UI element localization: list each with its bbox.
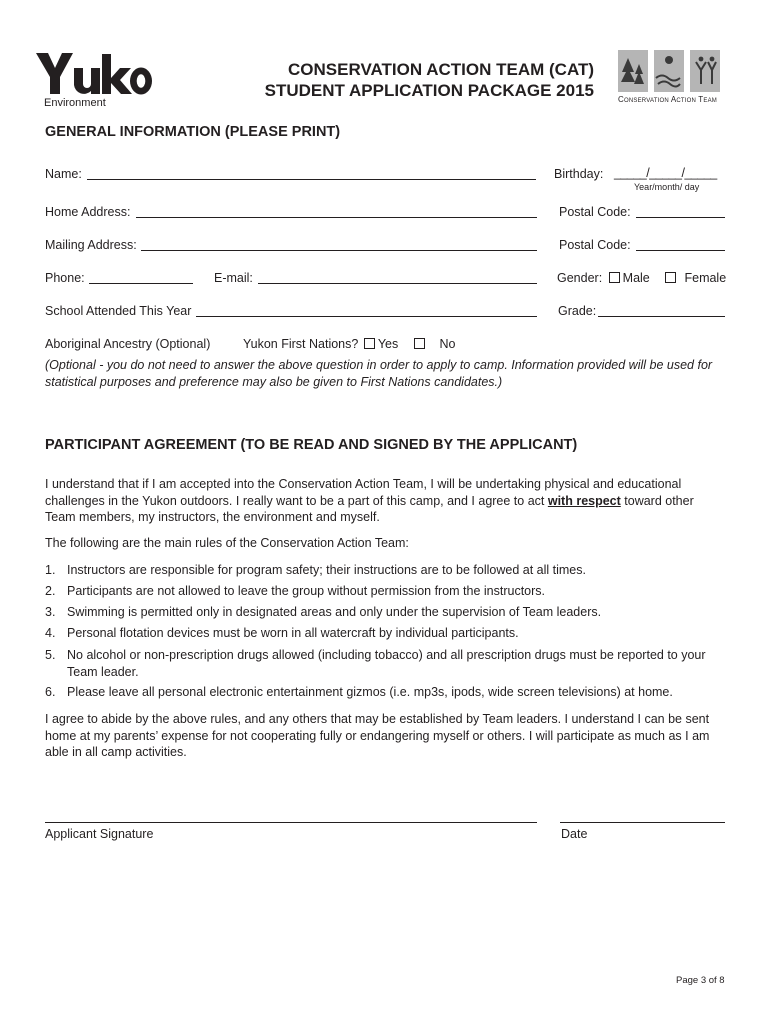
rule-number: 6.: [45, 685, 56, 699]
female-checkbox[interactable]: [665, 272, 676, 283]
male-checkbox[interactable]: [609, 272, 620, 283]
birthday-label: Birthday:: [554, 167, 604, 181]
agreement-intro-text-2: toward other Team members, my instructors, the environment and myself.: [45, 493, 694, 524]
mailing-postal-code-label: Postal Code:: [559, 238, 631, 252]
rule-number: 2.: [45, 584, 56, 598]
rule-number: 3.: [45, 605, 56, 619]
agreement-closing: I agree to abide by the above rules, and any others that may be established by Team leaders. I understand I can be sent home at my parents’ expense for not cooperating fully or endangering myself or others. I will participate as much as I am able in all camp activities.: [45, 712, 710, 759]
agreement-heading: PARTICIPANT AGREEMENT (TO BE READ AND SIGNED BY THE APPLICANT): [45, 437, 578, 453]
grade-field[interactable]: [598, 316, 725, 317]
gender-label: Gender:: [557, 271, 603, 285]
page-number: Page 3 of 8: [676, 975, 725, 986]
document-title: [214, 59, 594, 101]
rules-intro: The following are the main rules of the Conservation Action Team:: [45, 536, 409, 550]
title-line-2: STUDENT APPLICATION PACKAGE 2015: [264, 81, 594, 100]
cat-logo: [616, 48, 726, 108]
male-label: Male: [622, 271, 650, 285]
home-address-label: Home Address:: [45, 205, 131, 219]
mailing-address-field[interactable]: [141, 250, 537, 251]
rule-text: Instructors are responsible for program safety; their instructions are to be followed at all times.: [67, 563, 586, 577]
first-nations-question: [243, 337, 398, 351]
postal-code-label: Postal Code:: [559, 205, 631, 219]
yes-checkbox[interactable]: [364, 338, 375, 349]
signature-label: Applicant Signature: [45, 827, 154, 841]
yes-label: Yes: [377, 337, 399, 351]
rule-text: No alcohol or non-prescription drugs allowed (including tobacco) and all prescription drugs must be reported to your Team leader.: [67, 648, 706, 679]
female-option: [665, 271, 726, 285]
ancestry-label: Aboriginal Ancestry (Optional): [45, 337, 211, 351]
agreement-intro-text-1: I understand that if I am accepted into the Conservation Action Team, I will be undertaking physical and educational challenges in the Yukon outdoors. I really want to be a part of this camp, and I agree to act: [45, 477, 682, 508]
rule-text: Participants are not allowed to leave the group without permission from the instructors.: [67, 584, 546, 598]
date-label: Date: [561, 827, 588, 841]
rule-text: Personal flotation devices must be worn in all watercraft by individual participants.: [67, 626, 519, 640]
cat-logo-icon: [616, 48, 726, 94]
mailing-postal-code-field[interactable]: [636, 250, 725, 251]
rule-number: 1.: [45, 563, 56, 577]
school-label: School Attended This Year: [45, 304, 192, 318]
phone-label: Phone:: [45, 271, 85, 285]
agreement-intro: [45, 476, 725, 526]
grade-label: Grade:: [558, 304, 597, 318]
female-label: Female: [684, 271, 727, 285]
birthday-field[interactable]: _____/_____/_____: [614, 166, 717, 180]
yukon-logo-mark-n: [154, 50, 194, 98]
date-field[interactable]: [560, 822, 725, 823]
school-field[interactable]: [196, 316, 537, 317]
name-field[interactable]: [87, 179, 536, 180]
rule-number: 5.: [45, 648, 56, 662]
email-label: E-mail:: [214, 271, 253, 285]
email-field[interactable]: [258, 283, 537, 284]
rule-text: Please leave all personal electronic entertainment gizmos (i.e. mp3s, ipods, wide screen televisions) at home.: [67, 685, 673, 699]
birthday-hint: Year/month/ day: [634, 182, 700, 192]
optional-note: (Optional - you do not need to answer the above question in order to apply to camp. Information provided will be used for statistical purposes and preference may also be given to First Nations candidates.): [45, 358, 713, 389]
postal-code-field[interactable]: [636, 217, 725, 218]
rule-number: 4.: [45, 626, 56, 640]
title-line-1: CONSERVATION ACTION TEAM (CAT): [288, 60, 594, 79]
mailing-address-label: Mailing Address:: [45, 238, 137, 252]
cat-logo-caption: Conservation Action Team: [618, 95, 718, 104]
agreement-intro-emphasis: with respect: [547, 493, 621, 508]
phone-field[interactable]: [89, 283, 193, 284]
no-label: No: [439, 337, 456, 351]
signature-field[interactable]: [45, 822, 537, 823]
general-info-heading: GENERAL INFORMATION (PLEASE PRINT): [45, 124, 341, 140]
yukon-logo-mark: [36, 50, 156, 98]
gender-group: [557, 271, 650, 285]
name-label: Name:: [45, 167, 82, 181]
first-nations-label: Yukon First Nations?: [243, 337, 359, 351]
no-checkbox[interactable]: [414, 338, 425, 349]
brand-subtitle: Environment: [44, 97, 106, 109]
home-address-field[interactable]: [136, 217, 537, 218]
no-option: [414, 337, 455, 351]
rule-text: Swimming is permitted only in designated areas and only under the supervision of Team leaders.: [67, 605, 602, 619]
